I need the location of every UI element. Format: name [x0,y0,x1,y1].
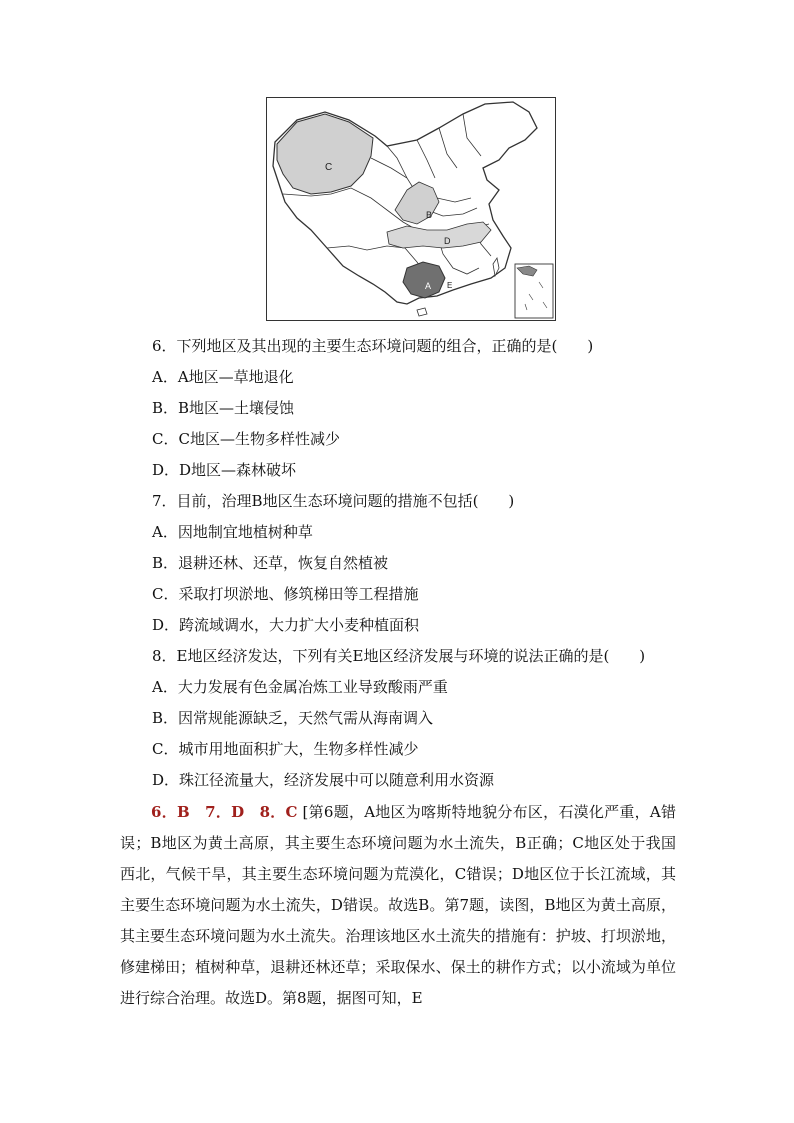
hainan-island [417,308,427,316]
question-7-option-a: A．因地制宜地植树种草 [152,523,313,541]
map-label-a: A [425,281,432,291]
question-8-option-c: C．城市用地面积扩大，生物多样性减少 [152,740,419,758]
question-7-option-d: D．跨流域调水，大力扩大小麦种植面积 [152,616,420,634]
question-7-option-c: C．采取打坝淤地、修筑梯田等工程措施 [152,585,419,603]
china-map-svg [267,98,555,320]
map-label-d: D [444,236,451,246]
question-7-option-b: B．退耕还林、还草，恢复自然植被 [152,554,389,572]
question-8-option-a: A．大力发展有色金属冶炼工业导致酸雨严重 [152,678,448,696]
map-label-b: B [426,210,433,220]
china-map-figure [266,97,556,321]
question-6-option-d: D．D地区—森林破坏 [152,461,297,479]
map-label-c: C [325,162,333,173]
answer-explanation [120,797,676,1014]
question-8-option-d: D．珠江径流量大，经济发展中可以随意利用水资源 [152,771,495,789]
question-8-option-b: B．因常规能源缺乏，天然气需从海南调入 [152,709,434,727]
question-6-option-b: B．B地区—土壤侵蚀 [152,399,295,417]
answer-text: [第6题，A地区为喀斯特地貌分布区，石漠化严重，A错误；B地区为黄土高原，其主要生态环境问题为水土流失，B正确；C地区处于我国西北，气候干旱，其主要生态环境问题为荒漠化，C错误；D地区位于长江流域，其主要生态环境问题为水土流失，D错误。故选B。第7题，读图，B地区为黄土高原，其主要生态环境问题为水土流失。治理该地区水土流失的措施有：护坡、打坝淤地，修建梯田；植树种草，退耕还林还草；采取保水、保土的耕作方式；以小流域为单位进行综合治理。故选D。第8题，据图可知，E [120,803,676,1007]
question-7-stem: 7．目前，治理B地区生态环境问题的措施不包括( ) [152,492,515,510]
map-label-e: E [447,281,453,290]
question-6-stem: 6．下列地区及其出现的主要生态环境问题的组合，正确的是( ) [152,337,594,355]
answer-keys: 6．B 7．D 8．C [151,803,298,821]
question-6-option-c: C．C地区—生物多样性减少 [152,430,340,448]
question-8-stem: 8．E地区经济发达，下列有关E地区经济发展与环境的说法正确的是( ) [152,647,646,665]
question-6-option-a: A．A地区—草地退化 [152,368,294,386]
